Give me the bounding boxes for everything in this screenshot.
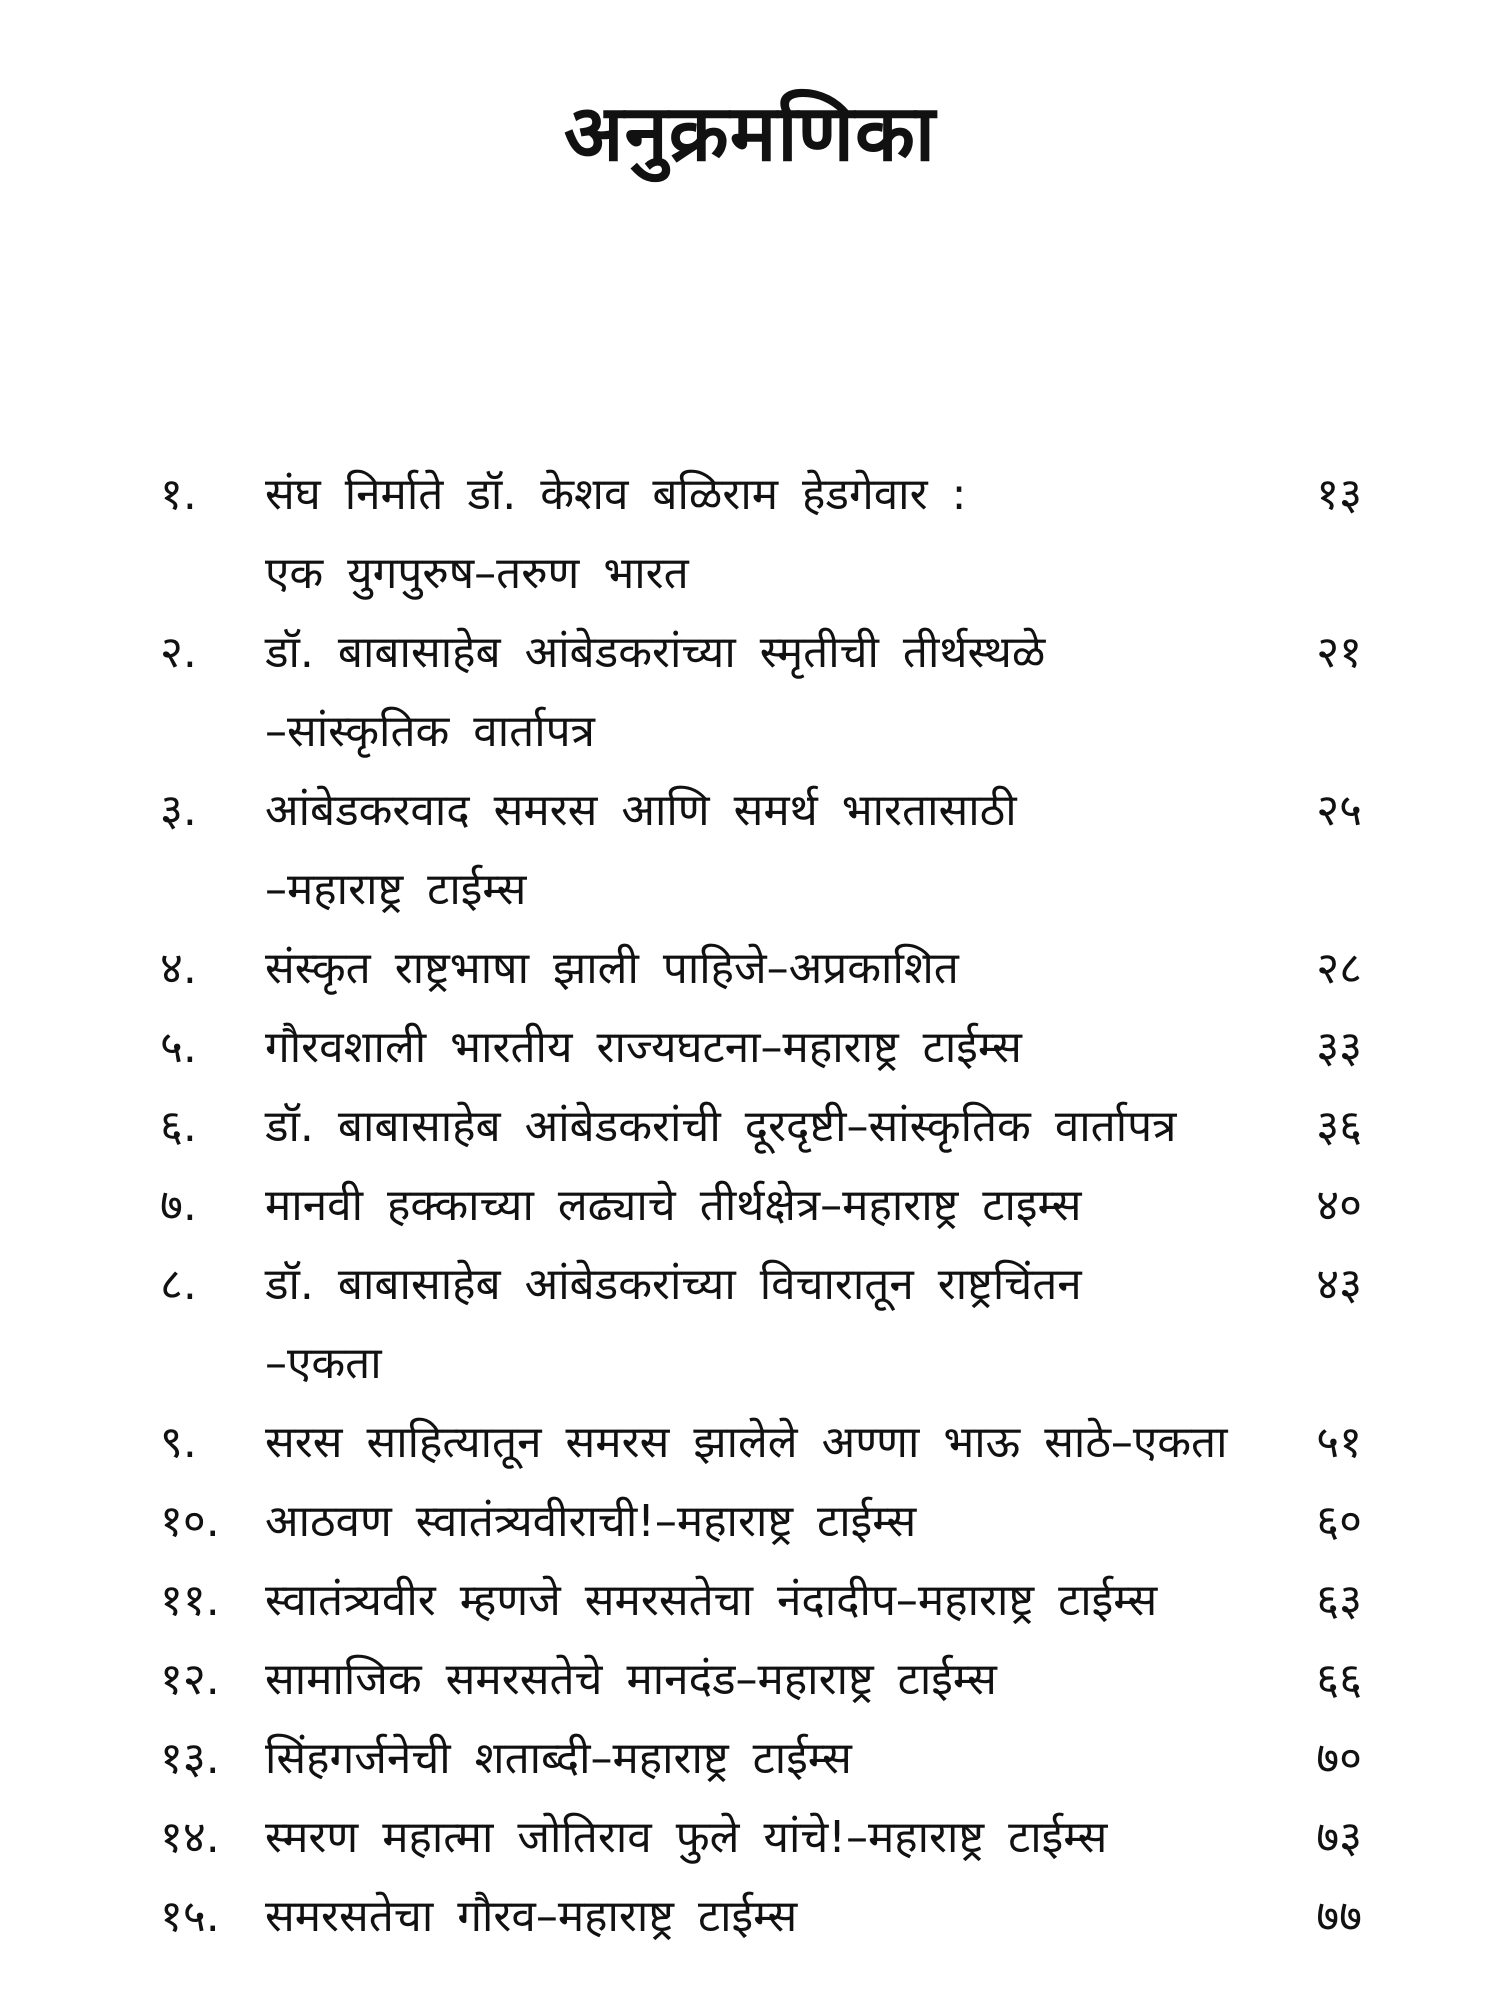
toc-entry <box>0 1087 1500 1166</box>
page-title: अनुक्रमणिका <box>563 89 937 179</box>
toc-line <box>0 1719 1500 1798</box>
entry-page-number: ६० <box>1316 1496 1362 1547</box>
entry-page-number: ४३ <box>1316 1259 1362 1310</box>
entry-title: समरसतेचा गौरव–महाराष्ट्र टाईम्स <box>265 1891 798 1942</box>
toc-line <box>0 1482 1500 1561</box>
toc-line <box>0 1245 1500 1324</box>
toc-entry <box>0 771 1500 929</box>
entry-title: डॉ. बाबासाहेब आंबेडकरांच्या विचारातून राष्ट्रचिंतन <box>265 1259 1082 1310</box>
entry-title: सामाजिक समरसतेचे मानदंड–महाराष्ट्र टाईम्स <box>265 1654 997 1705</box>
entry-title: डॉ. बाबासाहेब आंबेडकरांच्या स्मृतीची तीर्थस्थळे <box>265 627 1046 678</box>
entry-number: ९. <box>160 1417 197 1468</box>
entry-number: ६. <box>160 1101 197 1152</box>
entry-title: संघ निर्माते डॉ. केशव बळिराम हेडगेवार : <box>265 469 967 520</box>
toc-line <box>0 771 1500 850</box>
toc-entry <box>0 1640 1500 1719</box>
entry-number: १३. <box>160 1733 220 1784</box>
toc-entry <box>0 1561 1500 1640</box>
entry-page-number: १३ <box>1316 469 1362 520</box>
toc-line <box>0 1640 1500 1719</box>
entry-page-number: २५ <box>1316 785 1362 836</box>
entry-page-number: २१ <box>1316 627 1362 678</box>
toc-line <box>0 534 1500 613</box>
entry-number: ५. <box>160 1022 197 1073</box>
entry-title: सरस साहित्यातून समरस झालेले अण्णा भाऊ साठे–एकता <box>265 1417 1228 1468</box>
entry-title: सिंहगर्जनेची शताब्दी–महाराष्ट्र टाईम्स <box>265 1733 852 1784</box>
toc-line <box>0 613 1500 692</box>
toc-entry <box>0 1877 1500 1956</box>
entry-title: डॉ. बाबासाहेब आंबेडकरांची दूरदृष्टी–सांस्कृतिक वार्तापत्र <box>265 1101 1177 1152</box>
entry-page-number: ६६ <box>1316 1654 1362 1705</box>
toc-entry <box>0 1482 1500 1561</box>
toc-entry <box>0 1166 1500 1245</box>
entry-number: १०. <box>160 1496 220 1547</box>
entry-number: १. <box>160 469 197 520</box>
toc-line <box>0 1087 1500 1166</box>
entry-page-number: ३३ <box>1316 1022 1362 1073</box>
entry-page-number: ५१ <box>1316 1417 1362 1468</box>
toc-line <box>0 929 1500 1008</box>
toc-line <box>0 850 1500 929</box>
entry-title: गौरवशाली भारतीय राज्यघटना–महाराष्ट्र टाईम्स <box>265 1022 1022 1073</box>
toc-entry <box>0 929 1500 1008</box>
toc-line <box>0 1008 1500 1087</box>
entry-title: आठवण स्वातंत्र्यवीराची!–महाराष्ट्र टाईम्स <box>265 1496 917 1547</box>
entry-title: एक युगपुरुष–तरुण भारत <box>265 548 689 599</box>
toc-entry <box>0 1245 1500 1403</box>
toc-entry <box>0 1719 1500 1798</box>
entry-number: ८. <box>160 1259 197 1310</box>
toc-line <box>0 1403 1500 1482</box>
entry-number: २. <box>160 627 197 678</box>
toc-entry <box>0 1798 1500 1877</box>
toc-line <box>0 1166 1500 1245</box>
entry-number: ७. <box>160 1180 197 1231</box>
entry-title: स्वातंत्र्यवीर म्हणजे समरसतेचा नंदादीप–महाराष्ट्र टाईम्स <box>265 1575 1158 1626</box>
entry-number: ११. <box>160 1575 220 1626</box>
entry-title: –महाराष्ट्र टाईम्स <box>265 864 527 915</box>
entry-page-number: ६३ <box>1316 1575 1362 1626</box>
entry-number: १४. <box>160 1812 220 1863</box>
toc-line <box>0 1324 1500 1403</box>
entry-page-number: ३६ <box>1316 1101 1362 1152</box>
table-of-contents <box>0 455 1500 1956</box>
entry-page-number: ७७ <box>1316 1891 1362 1942</box>
entry-title: –सांस्कृतिक वार्तापत्र <box>265 706 595 757</box>
toc-line <box>0 455 1500 534</box>
toc-entry <box>0 1008 1500 1087</box>
toc-line <box>0 1877 1500 1956</box>
entry-title: मानवी हक्काच्या लढ्याचे तीर्थक्षेत्र–महाराष्ट्र टाइम्स <box>265 1180 1082 1231</box>
entry-page-number: ७३ <box>1316 1812 1362 1863</box>
entry-page-number: ४० <box>1316 1180 1362 1231</box>
entry-number: ३. <box>160 785 197 836</box>
entry-title: संस्कृत राष्ट्रभाषा झाली पाहिजे–अप्रकाशित <box>265 943 959 994</box>
toc-entry <box>0 613 1500 771</box>
entry-page-number: ७० <box>1316 1733 1362 1784</box>
entry-number: ४. <box>160 943 197 994</box>
entry-title: स्मरण महात्मा जोतिराव फुले यांचे!–महाराष्ट्र टाईम्स <box>265 1812 1108 1863</box>
toc-line <box>0 692 1500 771</box>
entry-title: आंबेडकरवाद समरस आणि समर्थ भारतासाठी <box>265 785 1017 836</box>
toc-entry <box>0 455 1500 613</box>
entry-number: १५. <box>160 1891 220 1942</box>
toc-line <box>0 1798 1500 1877</box>
entry-page-number: २८ <box>1316 943 1362 994</box>
entry-number: १२. <box>160 1654 220 1705</box>
toc-entry <box>0 1403 1500 1482</box>
entry-title: –एकता <box>265 1338 382 1389</box>
toc-line <box>0 1561 1500 1640</box>
